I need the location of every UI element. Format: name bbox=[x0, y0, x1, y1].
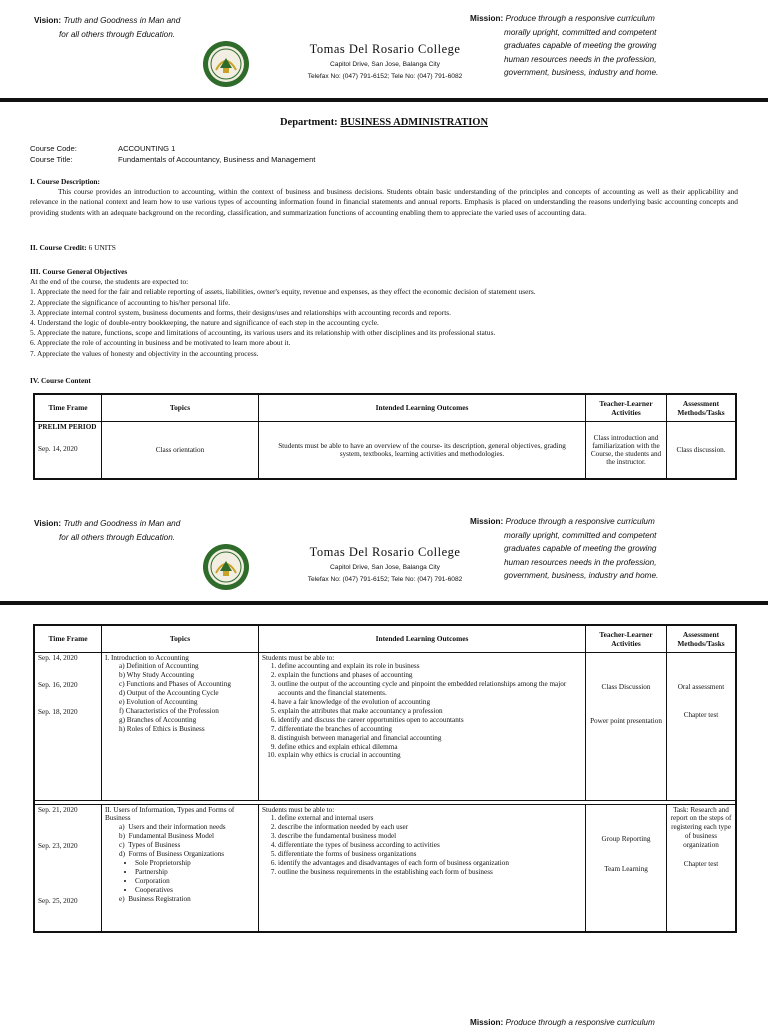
vision-text: for all others through Education. bbox=[59, 29, 176, 39]
list-item: 5. explain the attributes that make accountancy a profession bbox=[278, 707, 582, 716]
vision-block bbox=[34, 517, 254, 544]
course-info: Course Code: ACCOUNTING 1 Course Title: Fundamentals of Accountancy, Business and Management bbox=[30, 144, 316, 164]
vision-text: for all others through Education. bbox=[59, 532, 176, 542]
course-objectives: III. Course General Objectives At the end of the course, the students are expected to: 1. Appreciate the need for the fair and reliable reporting of assets, liabilities, owner's equity, revenue and expenses, as they effect the economic decision of statement users. 2. Appreciate the significance of accounting to his/her personal life. 3. Appreciate internal control system, business documents and forms, their designs/uses and relationships with accounting records and reports. 4. Understand the logic of double-entry bookkeeping, the nature and significance of each step in the accounting cycle. 5. Appreciate the nature, functions, scope and limitations of accounting, its various users and its relationship with other disciplines and its professional status. 6. Appreciate the role of accounting in business and be motivated to learn more about it. 7. Appreciate the values of honesty and objectivity in the accounting process. bbox=[30, 267, 738, 359]
period-label: PRELIM PERIOD bbox=[38, 422, 97, 431]
list-item: 3. describe the fundamental business model bbox=[278, 832, 582, 841]
list-item: • Corporation bbox=[135, 877, 255, 886]
list-item: 9. define ethics and explain ethical dilemma bbox=[278, 743, 582, 752]
college-contact: Telefax No: (047) 791-6152; Tele No: (047) 791-6082 bbox=[307, 73, 463, 80]
table-header-row: Time Frame Topics Intended Learning Outcomes Teacher-Learner Activities Assessment Methods/Tasks bbox=[34, 394, 736, 421]
description-text: This course provides an introduction to accounting, within the context of business and business decisions. Students obtain basic understanding of the principles and concepts of accounting as well as their applicability and relevance in the national context and learn how to use various types of accounting information found in financial statements and annual reports. Emphasis is placed on understanding the reasons underlying basic accounting concepts and providing students with an adequate background on the recording, classification, and summarization functions of accounting enabling them to appreciate the varied uses of accounting data. bbox=[30, 187, 738, 217]
table-header-row: Time Frame Topics Intended Learning Outcomes Teacher-Learner Activities Assessment Methods/Tasks bbox=[34, 625, 736, 652]
mission-block: Mission: Produce through a responsive curriculum bbox=[470, 1018, 655, 1027]
course-title: Fundamentals of Accountancy, Business and Management bbox=[118, 155, 316, 164]
vision-text: Truth and Goodness in Man and bbox=[63, 16, 181, 25]
list-item: 7. differentiate the branches of accounting bbox=[278, 725, 582, 734]
course-credit: II. Course Credit: 6 UNITS bbox=[30, 243, 116, 252]
college-address: Capitol Drive, San Jose, Balanga City bbox=[330, 564, 440, 571]
list-item: • Cooperatives bbox=[135, 886, 255, 895]
list-item: 2. explain the functions and phases of accounting bbox=[278, 671, 582, 680]
course-description bbox=[30, 177, 738, 218]
mission-block: Mission: Produce through a responsive curriculum morally upright, committed and competent graduates capable of meeting the growing human resources needs in the profession, government, business, industry and home. bbox=[470, 517, 659, 580]
vision-block bbox=[34, 14, 254, 41]
objective-item: 4. Understand the logic of double-entry bookkeeping, the nature and significance of each step in the accounting cycle. bbox=[30, 318, 379, 328]
vision-label: Vision: bbox=[34, 519, 62, 528]
list-item: 7. outline the business requirements in the establishing each form of business bbox=[278, 868, 582, 877]
list-item: 3. outline the output of the accounting cycle and pinpoint the embedded relationships among the major accounts and the financial statements. bbox=[278, 680, 582, 698]
objective-item: 5. Appreciate the nature, functions, scope and limitations of accounting, its various users and its relationship with other disciplines and its professional status. bbox=[30, 328, 496, 338]
course-code: ACCOUNTING 1 bbox=[118, 144, 176, 153]
course-content-table bbox=[33, 624, 737, 933]
college-name: Tomas Del Rosario College bbox=[309, 545, 461, 559]
college-seal-logo bbox=[202, 40, 250, 93]
mission-label: Mission: bbox=[470, 517, 504, 526]
list-item: 4. differentiate the types of business according to activities bbox=[278, 841, 582, 850]
college-address: Capitol Drive, San Jose, Balanga City bbox=[330, 61, 440, 68]
table-row: PRELIM PERIOD Sep. 14, 2020 Class orientation Students must be able to have an overview of the course- its description, general objectives, grading system, textbooks, learning activities and methodologies. Class introduction and familiarization with the Course, the students and the instructor. Class discussion. bbox=[34, 421, 736, 479]
list-item: 10. explain why ethics is crucial in accounting bbox=[278, 751, 582, 760]
objective-item: 1. Appreciate the need for the fair and reliable reporting of assets, liabilities, owner's equity, revenue and expenses, as they effect the economic decision of statement users. bbox=[30, 287, 536, 297]
mission-block: Mission: Produce through a responsive curriculum morally upright, committed and competent graduates capable of meeting the growing human resources needs in the profession, government, business, industry and home. bbox=[470, 14, 659, 77]
college-header bbox=[270, 545, 500, 586]
objective-item: 6. Appreciate the role of accounting in business and be motivated to learn more about it. bbox=[30, 338, 291, 348]
list-item: 4. have a fair knowledge of the evolution of accounting bbox=[278, 698, 582, 707]
course-content-table bbox=[33, 393, 737, 480]
section-heading: III. Course General Objectives bbox=[30, 267, 128, 276]
list-item: • Partnership bbox=[135, 868, 255, 877]
table-row: Sep. 21, 2020 Sep. 23, 2020 Sep. 25, 2020 II. Users of Information, Types and Forms of Business a) Users and their information needs b) Fundamental Business Model c) Types of Business d) Forms of Business Organizations • Sole Proprietorship • Partnership • Corporation • Cooperatives e) Business Registration Students must be able to: 1. define external and internal users 2. describe the information needed by each user 3. describe the fundamental business model 4. differentiate the types of business according to activities 5. differentiate the forms of business organizations 6. identify the advantages and disadvantages of each form of business organization 7. outline the business requirements in the establishing each form of business Group Reporting Team Learning Task: Research and report on the steps of registering each type of business organization Chapter test bbox=[34, 804, 736, 932]
vision-label: Vision: bbox=[34, 16, 62, 25]
section-heading: IV. Course Content bbox=[30, 376, 91, 385]
header-divider bbox=[0, 601, 768, 605]
college-header bbox=[270, 42, 500, 83]
list-item: 2. describe the information needed by each user bbox=[278, 823, 582, 832]
list-item: 5. differentiate the forms of business organizations bbox=[278, 850, 582, 859]
list-item: 1. define accounting and explain its role in business bbox=[278, 662, 582, 671]
objective-item: 3. Appreciate internal control system, business documents and forms, their designs/uses and relationships with accounting records and reports. bbox=[30, 307, 451, 317]
table-row: Sep. 14, 2020 Sep. 16, 2020 Sep. 18, 2020 I. Introduction to Accounting a) Definition of Accounting b) Why Study Accounting c) Functions and Phases of Accounting d) Output of the Accounting Cycle e) Evolution of Accounting f) Characteristics of the Profession g) Branches of Accounting h) Roles of Ethics is Business Students must be able to: 1. define accounting and explain its role in business 2. explain the functions and phases of accounting 3. outline the output of the accounting cycle and pinpoint the embedded relationships among the major accounts and the financial statements. 4. have a fair knowledge of the evolution of accounting 5. explain the attributes that make accountancy a profession 6. identify and discuss the career opportunities open to accountants 7. differentiate the branches of accounting 8. distinguish between managerial and financial accounting 9. define ethics and explain ethical dilemma 10. explain why ethics is crucial in accounting Class Discussion Power point presentation Oral assessment Chapter test bbox=[34, 652, 736, 800]
vision-text: Truth and Goodness in Man and bbox=[63, 519, 181, 528]
header-divider bbox=[0, 98, 768, 102]
mission-label: Mission: bbox=[470, 14, 504, 23]
section-heading: I. Course Description: bbox=[30, 177, 100, 186]
list-item: 8. distinguish between managerial and financial accounting bbox=[278, 734, 582, 743]
list-item: 6. identify the advantages and disadvantages of each form of business organization bbox=[278, 859, 582, 868]
list-item: • Sole Proprietorship bbox=[135, 859, 255, 868]
department-name: BUSINESS ADMINISTRATION bbox=[340, 117, 489, 128]
objective-item: 2. Appreciate the significance of accounting to his/her personal life. bbox=[30, 297, 231, 307]
college-contact: Telefax No: (047) 791-6152; Tele No: (047) 791-6082 bbox=[307, 576, 463, 583]
objective-item: 7. Appreciate the values of honesty and objectivity in the accounting process. bbox=[30, 348, 259, 358]
list-item: 6. identify and discuss the career opportunities open to accountants bbox=[278, 716, 582, 725]
college-name: Tomas Del Rosario College bbox=[309, 42, 461, 56]
college-seal-logo bbox=[202, 543, 250, 596]
list-item: 1. define external and internal users bbox=[278, 814, 582, 823]
department-heading: Department: BUSINESS ADMINISTRATION bbox=[279, 117, 489, 128]
